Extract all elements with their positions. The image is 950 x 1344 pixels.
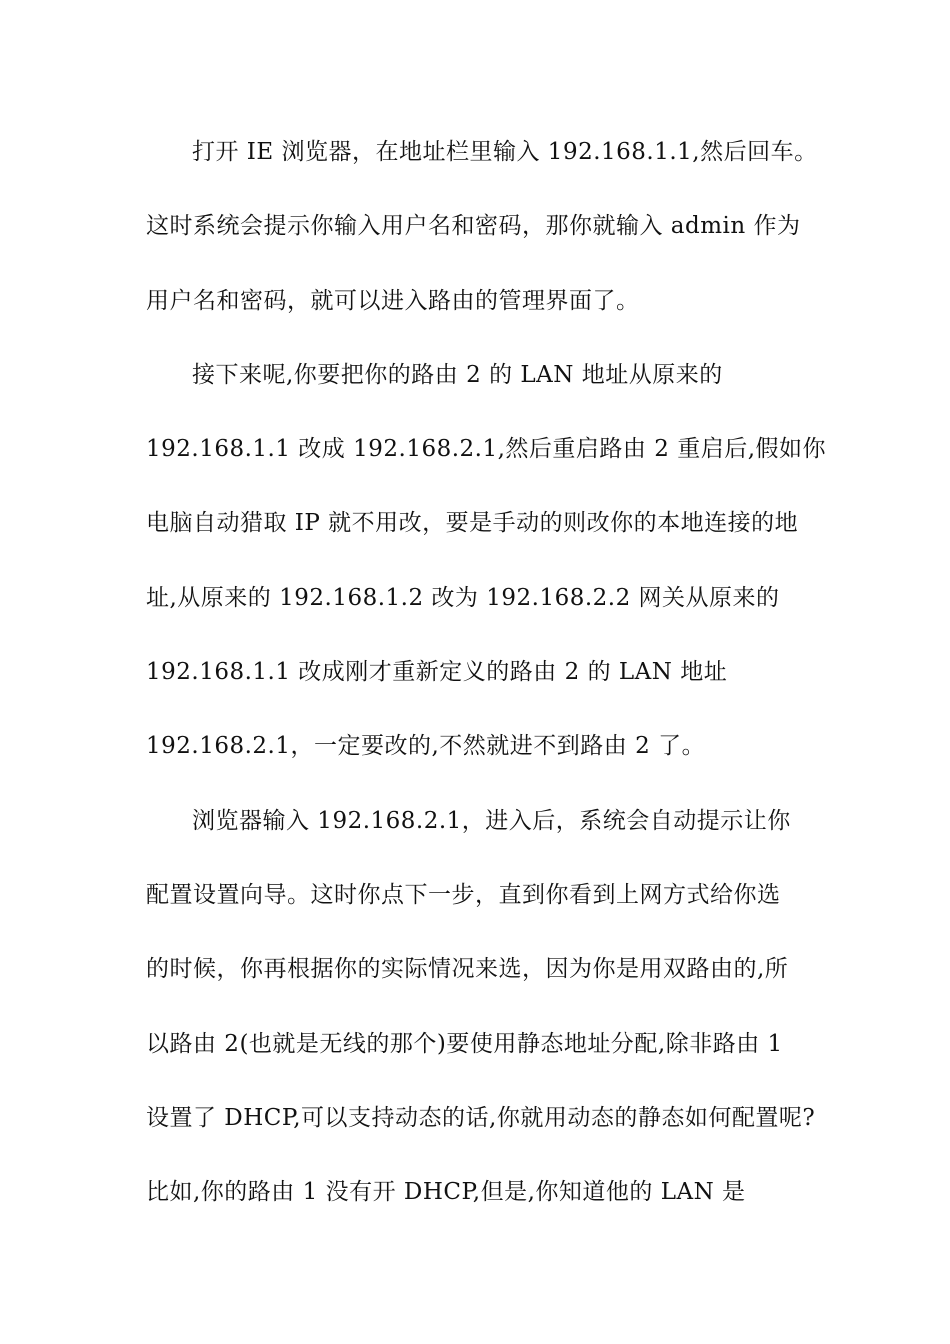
paragraph-line: 以路由 2(也就是无线的那个)要使用静态地址分配,除非路由 1: [146, 1030, 783, 1057]
paragraph-line: 接下来呢,你要把你的路由 2 的 LAN 地址从原来的: [192, 361, 723, 388]
paragraph-line: 址,从原来的 192.168.1.2 改为 192.168.2.2 网关从原来的: [146, 584, 780, 611]
paragraph-line: 设置了 DHCP,可以支持动态的话,你就用动态的静态如何配置呢?: [146, 1104, 816, 1131]
paragraph-line: 192.168.1.1 改成 192.168.2.1,然后重启路由 2 重启后,假如你: [146, 436, 826, 463]
paragraph-line: 这时系统会提示你输入用户名和密码，那你就输入 admin 作为: [146, 213, 801, 240]
document-body: [146, 134, 826, 1248]
paragraph-line: 比如,你的路由 1 没有开 DHCP,但是,你知道他的 LAN 是: [146, 1179, 746, 1206]
paragraph-line: 打开 IE 浏览器，在地址栏里输入 192.168.1.1,然后回车。: [192, 139, 818, 165]
paragraph-line: 用户名和密码，就可以进入路由的管理界面了。: [146, 287, 640, 314]
paragraph-line: 电脑自动猎取 IP 就不用改，要是手动的则改你的本地连接的地: [146, 510, 799, 537]
paragraph-line: 浏览器输入 192.168.2.1，进入后，系统会自动提示让你: [192, 807, 791, 834]
paragraph-line: 192.168.2.1，一定要改的,不然就进不到路由 2 了。: [146, 733, 706, 760]
paragraph-line: 192.168.1.1 改成刚才重新定义的路由 2 的 LAN 地址: [146, 659, 728, 686]
paragraph-line: 配置设置向导。这时你点下一步，直到你看到上网方式给你选: [146, 881, 781, 908]
paragraph-line: 的时候，你再根据你的实际情况来选，因为你是用双路由的,所: [146, 956, 789, 983]
